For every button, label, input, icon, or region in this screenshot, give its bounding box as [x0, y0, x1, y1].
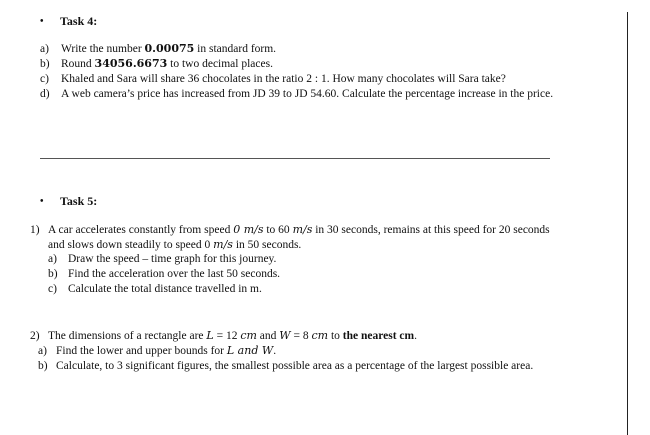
task5-q1-sub-c: c) Calculate the total distance travelled in m.: [48, 283, 262, 295]
task4-item-b: b) Round 34056.6673 to two decimal places.: [40, 57, 273, 70]
task4-bullet: •: [40, 16, 44, 27]
task5-heading: [40, 194, 97, 209]
task4-item-a: a) Write the number 0.00075 in standard form.: [40, 42, 277, 55]
task5-q2-sub-b: b) Calculate, to 3 significant figures, the smallest possible area as a percentage of the largest possible area.: [38, 360, 534, 372]
task4-item-d: d) A web camera’s price has increased from JD 39 to JD 54.60. Calculate the percentage increase in the price.: [40, 88, 554, 100]
margin-line: [627, 12, 628, 435]
task4-heading: [40, 14, 97, 29]
task5-q1-sub-b: b) Find the acceleration over the last 50 seconds.: [48, 268, 281, 280]
task5-q2-line1: 2) The dimensions of a rectangle are L = 12 cm and W = 8 cm to the nearest cm.: [30, 329, 417, 342]
task5-q1-line1: 1) A car accelerates constantly from speed 0 m/s to 60 m/s in 30 seconds, remains at this speed for 20 seconds: [30, 223, 550, 236]
task5-title: Task 5:: [60, 194, 98, 208]
task5-q1-sub-a: a) Draw the speed – time graph for this journey.: [48, 253, 277, 265]
task5-q2-sub-a: a) Find the lower and upper bounds for L and W.: [38, 344, 277, 357]
task5-q1-line2: and slows down steadily to speed 0 m/s in 50 seconds.: [48, 238, 302, 251]
number-value: 0.00075: [144, 42, 195, 55]
task4-item-c: c) Khaled and Sara will share 36 chocolates in the ratio 2 : 1. How many chocolates will Sara take?: [40, 73, 506, 85]
number-value: 34056.6673: [94, 57, 168, 70]
section-divider: [40, 158, 550, 159]
task4-title: Task 4:: [60, 14, 98, 28]
task5-bullet: •: [40, 196, 44, 207]
